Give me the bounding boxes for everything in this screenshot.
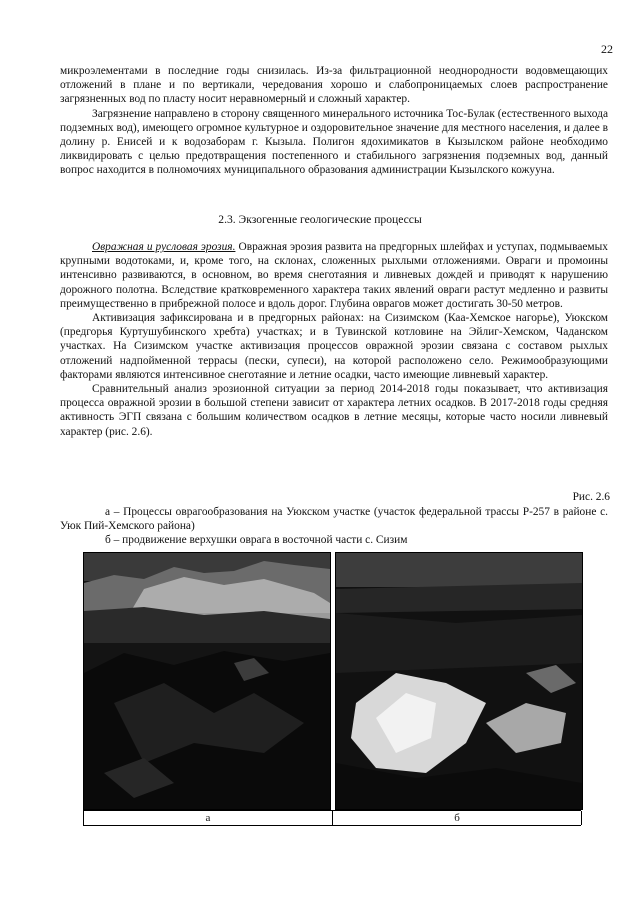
section-heading: 2.3. Экзогенные геологические процессы bbox=[218, 213, 422, 226]
photo-labels-row bbox=[83, 810, 581, 826]
figure-caption bbox=[60, 505, 608, 548]
paragraph-erosion-intro bbox=[60, 240, 608, 311]
erosion-term: Овражная и русловая эрозия. bbox=[92, 241, 236, 253]
photo-b-gully-sizim bbox=[335, 552, 583, 810]
paragraph-erosion-activation: Активизация зафиксирована и в предгорных районах: на Сизимском (Каа-Хемское нагорье), Уюкском (предгорья Куртушубинского хребта) участках; и в Тувинской котловине на Эйлиг-Хемском, Чаданском участках. На Сизимском участке активизация процессов овражной эрозии связана с составом рыхлых отложений надпойменной террасы (пески, супеси), на которой расположено село. Режимообразующими факторами являются интенсивное снеготаяние и летние осадки, часто имеющие ливневый характер. bbox=[60, 312, 608, 381]
paragraph-pollution: Загрязнение направлено в сторону священного минерального источника Тос-Булак (естественного выхода подземных вод), имеющего огромное культурное и оздоровительное значение для местного населения, и далее в долину р. Енисей и к водозаборам г. Кызыла. Полигон ядохимикатов в Кызылском районе необходимо ликвидировать с целью предотвращения постепенного и стабильного загрязнения подземных вод, данный вопрос находится в полномочиях муниципального образования администрации Кызылского кожууна. bbox=[60, 107, 608, 177]
caption-b: б – продвижение верхушки оврага в восточной части с. Сизим bbox=[105, 534, 408, 547]
paragraph-erosion-analysis: Сравнительный анализ эрозионной ситуации за период 2014-2018 годы показывает, что активизация процесса овражной эрозии в большой степени зависит от характера летних осадков. В 2017-2018 годы средняя активность ЭГП связана с большим количеством осадков в летние месяцы, которые часто носили ливневый характер (рис. 2.6). bbox=[60, 383, 608, 438]
body-text-erosion bbox=[60, 240, 608, 439]
photo-a-gully-uyuk bbox=[83, 552, 331, 810]
figure-photos bbox=[83, 552, 583, 838]
caption-a: а – Процессы оврагообразования на Уюкском участке (участок федеральной трассы Р-257 в районе с. Уюк Пий-Хемского района) bbox=[60, 506, 608, 533]
paragraph-filtration: микроэлементами в последние годы снизилась. Из-за фильтрационной неоднородности водовмещающих отложений в плане и по вертикали, чередования хорошо и слабопроницаемых слоев распространение загрязненных вод по пласту носит неравномерный и сложный характер. bbox=[60, 65, 608, 106]
erosion-intro-text: Овражная эрозия развита на предгорных шлейфах и уступах, подмываемых крупными водотоками, и, кроме того, на склонах, сложенных рыхлыми отложениями. Овраги и промоины интенсивно развиваются, в основном, во время снеготаяния и ливневых дождей и приводят к нарушению дорожного полотна. Вследствие кратковременного характера таких явлений овраги растут медленно и развиты преимущественно в прибрежной полосе и вдоль дорог. Глубина оврагов может достигать 30-50 метров. bbox=[60, 241, 608, 310]
photo-a-image bbox=[84, 553, 330, 809]
photo-b-image bbox=[336, 553, 582, 809]
body-text-top bbox=[60, 64, 608, 178]
panel-label-a: а bbox=[83, 811, 333, 825]
page-number: 22 bbox=[601, 42, 613, 56]
panel-label-b: б bbox=[333, 811, 582, 825]
figure-label: Рис. 2.6 bbox=[572, 491, 610, 503]
